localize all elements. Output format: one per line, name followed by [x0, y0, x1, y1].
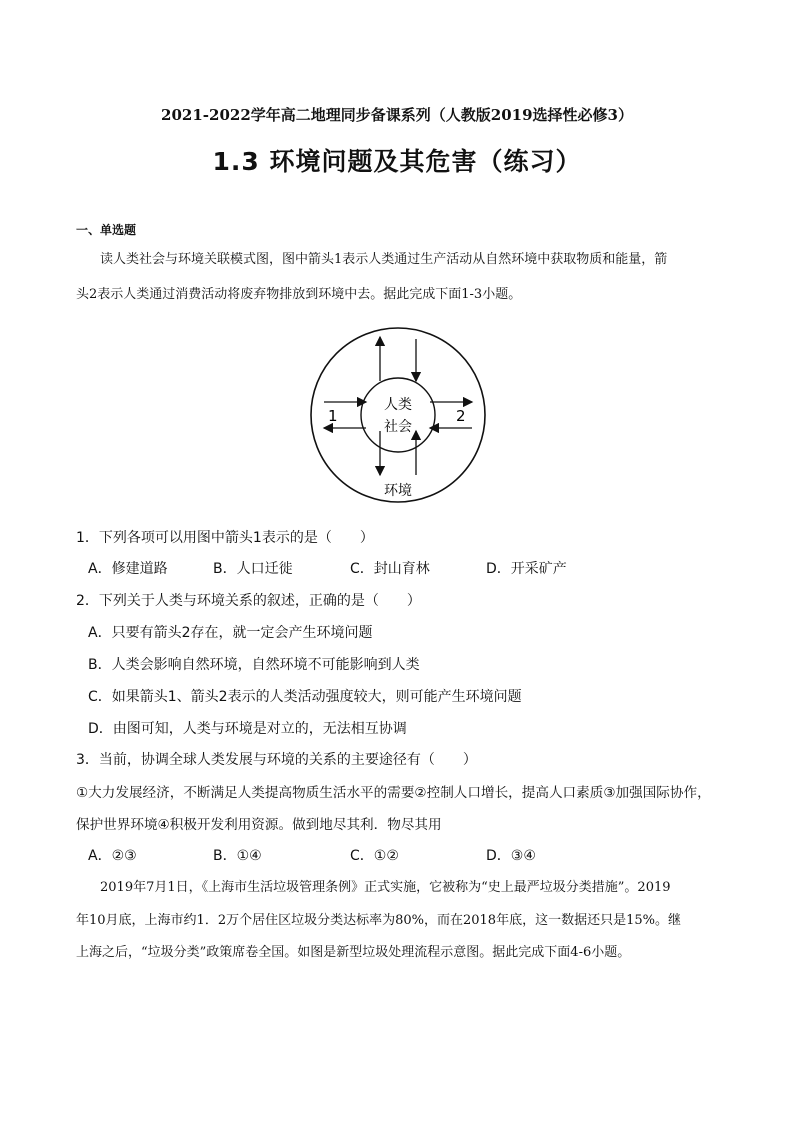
arrow-1-label: 1 — [328, 407, 338, 425]
human-label: 人类 — [384, 397, 412, 413]
environment-label: 环境 — [384, 483, 412, 499]
question-2-stem: 2．下列关于人类与环境关系的叙述，正确的是（ ） — [76, 593, 421, 609]
society-label: 社会 — [384, 419, 412, 435]
question-3-stem: 3．当前，协调全球人类发展与环境的关系的主要途径有（ ） — [76, 752, 477, 768]
passage-2-line-2: 年10月底，上海市约1．2万个居住区垃圾分类达标率为80%，而在2018年底，这一数据还只是15%。继 — [76, 913, 681, 928]
q2-option-b[interactable]: B．人类会影响自然环境，自然环境不可能影响到人类 — [88, 657, 420, 673]
question-3-body-line-1: ①大力发展经济，不断满足人类提高物质生活水平的需要②控制人口增长，提高人口素质③加强国际协作， — [76, 785, 711, 801]
q3-option-d[interactable]: D．③④ — [486, 848, 536, 864]
intro-line-2: 头2表示人类通过消费活动将废弃物排放到环境中去。据此完成下面1-3小题。 — [76, 287, 522, 302]
page-title: 1.3 环境问题及其危害（练习） — [212, 147, 582, 176]
passage-2-line-3: 上海之后，“垃圾分类”政策席卷全国。如图是新型垃圾处理流程示意图。据此完成下面4-6小题。 — [76, 945, 631, 960]
q3-option-a[interactable]: A．②③ — [88, 848, 137, 864]
q2-option-a[interactable]: A．只要有箭头2存在，就一定会产生环境问题 — [88, 625, 373, 641]
q3-option-b[interactable]: B．①④ — [213, 848, 262, 864]
question-1-stem: 1．下列各项可以用图中箭头1表示的是（ ） — [76, 530, 374, 546]
q1-option-b[interactable]: B．人口迁徙 — [213, 561, 293, 577]
q1-option-c[interactable]: C．封山育林 — [350, 561, 430, 577]
human-environment-diagram — [306, 325, 490, 505]
intro-line-1: 读人类社会与环境关联模式图，图中箭头1表示人类通过生产活动从自然环境中获取物质和能量，箭 — [100, 252, 668, 267]
section-heading: 一、单选题 — [76, 223, 137, 237]
q1-option-a[interactable]: A．修建道路 — [88, 561, 168, 577]
q2-option-c[interactable]: C．如果箭头1、箭头2表示的人类活动强度较大，则可能产生环境问题 — [88, 689, 522, 705]
arrow-2-label: 2 — [456, 407, 466, 425]
passage-2-line-1: 2019年7月1日，《上海市生活垃圾管理条例》正式实施，它被称为“史上最严垃圾分类措施”。2019 — [100, 880, 671, 895]
question-3-body-line-2: 保护世界环境④积极开发利用资源。做到地尽其利．物尽其用 — [76, 817, 442, 833]
q1-option-d[interactable]: D．开采矿产 — [486, 561, 567, 577]
q2-option-d[interactable]: D．由图可知，人类与环境是对立的，无法相互协调 — [88, 721, 407, 737]
q3-option-c[interactable]: C．①② — [350, 848, 399, 864]
series-heading: 2021-2022学年高二地理同步备课系列（人教版2019选择性必修3） — [161, 106, 633, 124]
human-society-circle — [361, 378, 435, 452]
